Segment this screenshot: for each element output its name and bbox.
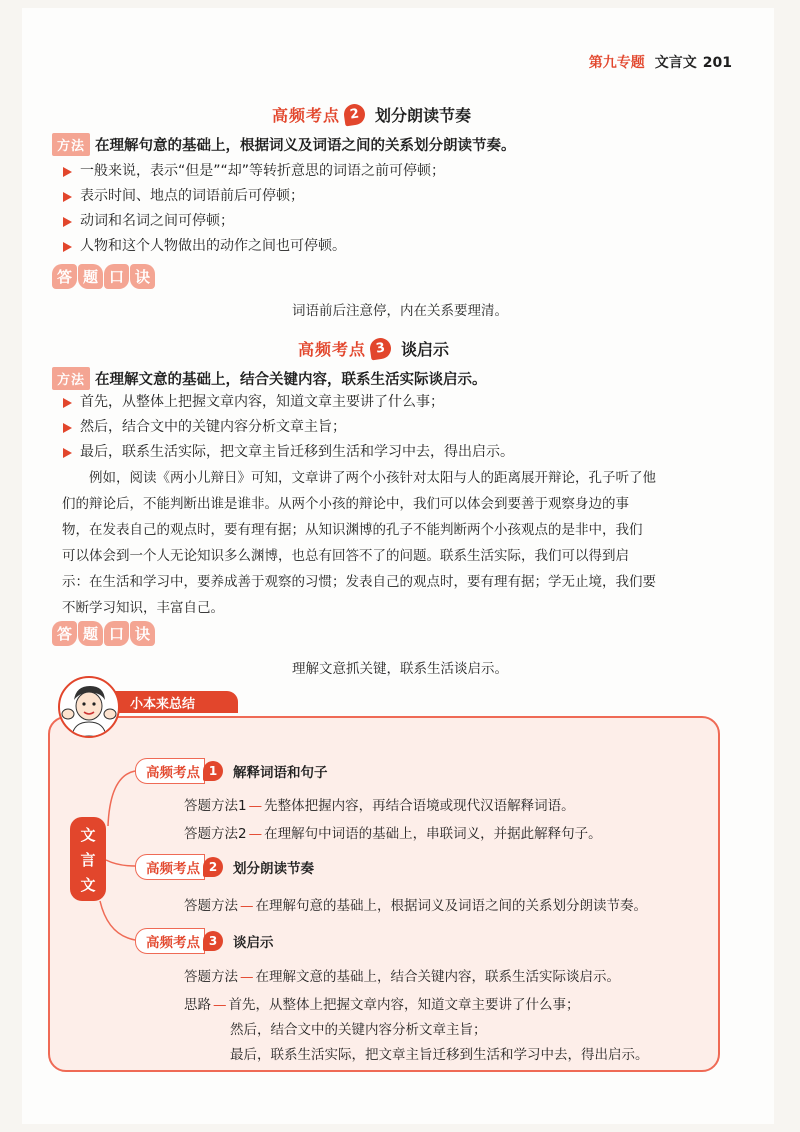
method-text: 在理解句中词语的基础上，串联词义，并据此解释句子。	[264, 826, 602, 842]
example-paragraph	[62, 465, 722, 621]
kp3-heading	[298, 337, 449, 360]
list-item: 然后，结合文中的关键内容分析文章主旨；	[62, 415, 514, 440]
summary-kp1-method2	[184, 822, 602, 842]
category-char: 文	[80, 875, 96, 894]
koujue-char: 诀	[130, 621, 155, 646]
method2-text: 在理解句意的基础上，根据词义及词语之间的关系划分朗读节奏。	[95, 138, 516, 154]
paragraph-line: 例如，阅读《两小儿辩日》可知，文章讲了两个小孩针对太阳与人的距离展开辩论，孔子听了他	[62, 470, 656, 486]
method-label: 答题方法	[184, 898, 238, 914]
summary-kp3-method	[184, 965, 620, 985]
summary-kp2-method	[184, 894, 647, 914]
summary-kp1-flame-icon: 1	[203, 761, 223, 781]
list-item: 一般来说，表示“但是”“却”等转折意思的词语之前可停顿；	[62, 159, 445, 184]
path-text: 首先，从整体上把握文章内容，知道文章主要讲了什么事；	[228, 997, 580, 1013]
method-label: 答题方法2	[184, 826, 247, 842]
koujue-char: 答	[52, 621, 77, 646]
summary-kp3-path-2	[230, 1018, 487, 1038]
paragraph-line: 不断学习知识，丰富自己。	[62, 600, 224, 616]
header-chapter: 第九专题	[588, 55, 645, 71]
path-text: 然后，结合文中的关键内容分析文章主旨；	[230, 1022, 487, 1038]
kp2-heading	[272, 103, 471, 126]
kp3-label: 高频考点	[298, 340, 367, 359]
summary-kp3-label: 高频考点	[135, 928, 205, 954]
kp3-flame-icon: 3	[369, 337, 393, 361]
method-text: 先整体把握内容，再结合语境或现代汉语解释词语。	[264, 798, 575, 814]
summary-kp1-label: 高频考点	[135, 758, 205, 784]
method-text: 在理解文意的基础上，结合关键内容，联系生活实际谈启示。	[255, 969, 620, 985]
category-char: 言	[80, 850, 96, 869]
summary-kp2	[135, 855, 314, 879]
path-label: 思路	[184, 997, 211, 1013]
summary-kp2-label: 高频考点	[135, 854, 205, 880]
kp2-flame-icon: 2	[343, 103, 367, 127]
summary-kp2-flame-icon: 2	[203, 857, 223, 877]
koujue-char: 口	[104, 621, 129, 646]
path-text: 最后，联系生活实际，把文章主旨迁移到生活和学习中去，得出启示。	[230, 1047, 649, 1063]
paragraph-line: 示：在生活和学习中，要养成善于观察的习惯；发表自己的观点时，要有理有据；学无止境，我们要	[62, 574, 656, 590]
summary-kp1	[135, 759, 328, 783]
list-item: 表示时间、地点的词语前后可停顿；	[62, 184, 445, 209]
koujue-badge-1	[52, 264, 156, 289]
list-item: 动词和名词之间可停顿；	[62, 209, 445, 234]
page-header	[589, 52, 732, 72]
method-text: 在理解句意的基础上，根据词义及词语之间的关系划分朗读节奏。	[255, 898, 647, 914]
dash: —	[240, 898, 254, 914]
mascot-avatar-icon	[58, 676, 120, 738]
summary-kp1-method1	[184, 794, 575, 814]
summary-kp2-title: 划分朗读节奏	[233, 861, 314, 877]
page-number: 201	[702, 55, 732, 71]
dash: —	[248, 826, 263, 842]
summary-kp3-path-1	[184, 993, 580, 1013]
koujue-char: 题	[78, 264, 103, 289]
rhyme-2: 词语前后注意停，内在关系要理清。	[292, 303, 508, 319]
paragraph-line: 物，在发表自己的观点时，要有理有据；从知识渊博的孔子不能判断两个小孩观点的是非中，我们	[62, 522, 643, 538]
list-item: 人物和这个人物做出的动作之间也可停顿。	[62, 234, 445, 259]
method3-bullets	[62, 390, 514, 465]
summary-tab-label: 小本来总结	[130, 696, 196, 712]
summary-kp3-flame-icon: 3	[203, 931, 223, 951]
kp3-title: 谈启示	[401, 340, 450, 359]
koujue-char: 口	[104, 264, 129, 289]
dash: —	[213, 997, 227, 1013]
summary-kp3-title: 谈启示	[233, 935, 274, 951]
koujue-char: 诀	[130, 264, 155, 289]
kp2-label: 高频考点	[272, 106, 341, 125]
category-char: 文	[80, 825, 96, 844]
method-label: 答题方法	[184, 969, 238, 985]
header-title: 文言文	[654, 55, 697, 71]
method3-tag: 方法	[52, 367, 90, 390]
koujue-char: 答	[52, 264, 77, 289]
list-item: 最后，联系生活实际，把文章主旨迁移到生活和学习中去，得出启示。	[62, 440, 514, 465]
method3-line	[52, 367, 487, 390]
method3-text: 在理解文意的基础上，结合关键内容，联系生活实际谈启示。	[95, 372, 487, 388]
method2-bullets	[62, 159, 445, 259]
method-label: 答题方法1	[184, 798, 247, 814]
kp2-title: 划分朗读节奏	[375, 106, 472, 125]
method2-tag: 方法	[52, 133, 90, 156]
paragraph-line: 可以体会到一个人无论知识多么渊博，也总有回答不了的问题。联系生活实际，我们可以得到启	[62, 548, 629, 564]
koujue-badge-2	[52, 621, 156, 646]
summary-kp3-path-3	[230, 1043, 649, 1063]
dash: —	[240, 969, 254, 985]
method2-line	[52, 133, 516, 156]
rhyme-3: 理解文意抓关键，联系生活谈启示。	[292, 661, 508, 677]
summary-category	[70, 817, 106, 901]
summary-kp3	[135, 929, 274, 953]
list-item: 首先，从整体上把握文章内容，知道文章主要讲了什么事；	[62, 390, 514, 415]
koujue-char: 题	[78, 621, 103, 646]
summary-kp1-title: 解释词语和句子	[233, 765, 328, 781]
dash: —	[248, 798, 263, 814]
paragraph-line: 们的辩论后，不能判断出谁是谁非。从两个小孩的辩论中，我们可以体会到要善于观察身边的事	[62, 496, 629, 512]
